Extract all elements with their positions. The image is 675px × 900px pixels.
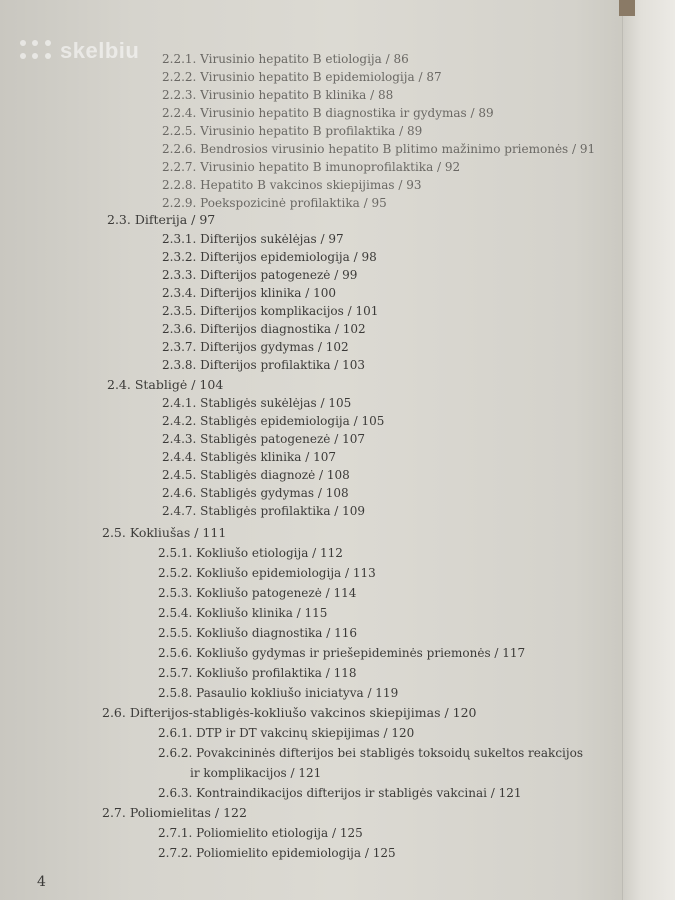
toc-subsection: 2.3.7. Difterijos gydymas / 102 <box>162 340 349 354</box>
toc-subsection: 2.2.5. Virusinio hepatito B profilaktika / 89 <box>162 124 423 138</box>
toc-subsection: 2.4.3. Stabligės patogenezė / 107 <box>162 432 365 446</box>
toc-subsection: 2.2.3. Virusinio hepatito B klinika / 88 <box>162 88 394 102</box>
toc-subsection: 2.3.3. Difterijos patogenezė / 99 <box>162 268 358 282</box>
toc-subsection: 2.3.2. Difterijos epidemiologija / 98 <box>162 250 377 264</box>
toc-subsection: 2.6.1. DTP ir DT vakcinų skiepijimas / 120 <box>158 726 415 740</box>
toc-subsection: 2.6.3. Kontraindikacijos difterijos ir stabligės vakcinai / 121 <box>158 786 522 800</box>
toc-subsection: 2.4.1. Stabligės sukėlėjas / 105 <box>162 396 352 410</box>
toc-section: 2.5. Kokliušas / 111 <box>102 525 227 540</box>
toc-subsection: 2.5.5. Kokliušo diagnostika / 116 <box>158 626 358 640</box>
toc-section: 2.7. Poliomielitas / 122 <box>102 805 247 820</box>
toc-subsection: 2.4.6. Stabligės gydymas / 108 <box>162 486 349 500</box>
toc-subsection: 2.3.4. Difterijos klinika / 100 <box>162 286 336 300</box>
toc-section: 2.3. Difterija / 97 <box>107 212 216 227</box>
watermark <box>20 38 139 64</box>
toc-subsection: 2.5.3. Kokliušo patogenezė / 114 <box>158 586 357 600</box>
toc-subsection: 2.5.8. Pasaulio kokliušo iniciatyva / 119 <box>158 686 399 700</box>
toc-subsection: 2.5.2. Kokliušo epidemiologija / 113 <box>158 566 376 580</box>
toc-subsection: 2.2.9. Poekspozicinė profilaktika / 95 <box>162 196 387 210</box>
toc-subsection: 2.2.4. Virusinio hepatito B diagnostika ir gydymas / 89 <box>162 106 494 120</box>
toc-subsection: 2.5.4. Kokliušo klinika / 115 <box>158 606 328 620</box>
toc-subsection: 2.5.1. Kokliušo etiologija / 112 <box>158 546 343 560</box>
toc-subsection: 2.2.8. Hepatito B vakcinos skiepijimas / 93 <box>162 178 422 192</box>
watermark-text: skelbiu <box>60 38 140 63</box>
toc-section: 2.4. Stabligė / 104 <box>107 377 224 392</box>
toc-section: 2.6. Difterijos-stabligės-kokliušo vakcinos skiepijimas / 120 <box>102 705 477 720</box>
toc-subsection: 2.5.6. Kokliušo gydymas ir priešepideminės priemonės / 117 <box>158 646 526 660</box>
page-edge <box>622 0 675 900</box>
toc-subsection: 2.4.4. Stabligės klinika / 107 <box>162 450 336 464</box>
toc-subsection: 2.6.2. Povakcininės difterijos bei stabligės toksoidų sukeltos reakcijos <box>158 746 583 760</box>
toc-subsection: 2.3.5. Difterijos komplikacijos / 101 <box>162 304 379 318</box>
page-number: 4 <box>37 874 46 890</box>
watermark-dots-icon <box>20 40 54 62</box>
toc-subsection: 2.3.6. Difterijos diagnostika / 102 <box>162 322 366 336</box>
toc-subsection: 2.4.2. Stabligės epidemiologija / 105 <box>162 414 385 428</box>
toc-subsection: 2.7.1. Poliomielito etiologija / 125 <box>158 826 363 840</box>
toc-subsection: 2.2.1. Virusinio hepatito B etiologija / 86 <box>162 52 409 66</box>
book-corner <box>619 0 635 16</box>
toc-subsection: 2.5.7. Kokliušo profilaktika / 118 <box>158 666 357 680</box>
toc-subsection: 2.3.1. Difterijos sukėlėjas / 97 <box>162 232 344 246</box>
toc-subsection: 2.2.2. Virusinio hepatito B epidemiologija / 87 <box>162 70 442 84</box>
toc-subsection: 2.4.5. Stabligės diagnozė / 108 <box>162 468 350 482</box>
toc-subsection: 2.2.7. Virusinio hepatito B imunoprofilaktika / 92 <box>162 160 461 174</box>
toc-subsection: 2.4.7. Stabligės profilaktika / 109 <box>162 504 366 518</box>
toc-subsection: 2.7.2. Poliomielito epidemiologija / 125 <box>158 846 396 860</box>
toc-subsection: 2.2.6. Bendrosios virusinio hepatito B plitimo mažinimo priemonės / 91 <box>162 142 596 156</box>
toc-subsection: ir komplikacijos / 121 <box>190 766 322 780</box>
toc-subsection: 2.3.8. Difterijos profilaktika / 103 <box>162 358 366 372</box>
